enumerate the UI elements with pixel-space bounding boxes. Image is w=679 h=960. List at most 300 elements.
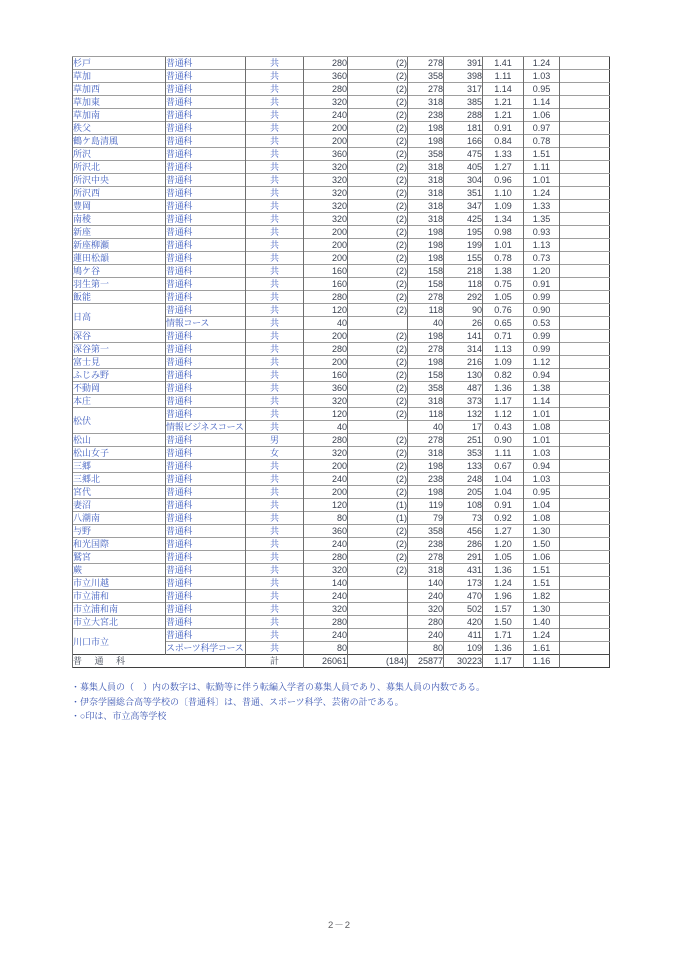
- course-cell: 普通科: [166, 291, 246, 304]
- capacity-cell: 320: [304, 564, 348, 577]
- course-cell: 普通科: [166, 538, 246, 551]
- school-cell: 南稜: [73, 213, 166, 226]
- prev-ratio-cell: 0.99: [524, 291, 560, 304]
- course-cell: 普通科: [166, 603, 246, 616]
- net-capacity-cell: 240: [408, 629, 444, 642]
- gender-cell: 女: [246, 447, 304, 460]
- total-net-capacity-cell: 25877: [408, 655, 444, 668]
- ratio-cell: 1.11: [483, 447, 524, 460]
- capacity-note-cell: (2): [348, 447, 408, 460]
- table-row: [73, 122, 610, 135]
- table-row: [73, 226, 610, 239]
- prev-ratio-cell: 1.08: [524, 421, 560, 434]
- gender-cell: 共: [246, 603, 304, 616]
- school-cell: 宮代: [73, 486, 166, 499]
- capacity-note-cell: (2): [348, 239, 408, 252]
- net-capacity-cell: 278: [408, 291, 444, 304]
- ratio-cell: 1.57: [483, 603, 524, 616]
- gender-cell: 共: [246, 408, 304, 421]
- capacity-note-cell: [348, 616, 408, 629]
- table-row: [73, 187, 610, 200]
- table-row: [73, 343, 610, 356]
- capacity-note-cell: (2): [348, 304, 408, 317]
- prev-ratio-cell: 1.33: [524, 200, 560, 213]
- course-cell: 普通科: [166, 564, 246, 577]
- net-capacity-cell: 40: [408, 317, 444, 330]
- ratio-cell: 0.90: [483, 434, 524, 447]
- capacity-note-cell: (2): [348, 200, 408, 213]
- capacity-cell: 120: [304, 408, 348, 421]
- capacity-note-cell: (2): [348, 395, 408, 408]
- course-cell: 普通科: [166, 486, 246, 499]
- ratio-cell: 0.84: [483, 135, 524, 148]
- capacity-note-cell: (2): [348, 473, 408, 486]
- footnotes: [71, 680, 485, 724]
- capacity-note-cell: (2): [348, 174, 408, 187]
- gender-cell: 男: [246, 434, 304, 447]
- applicants-cell: 456: [444, 525, 483, 538]
- gender-cell: 共: [246, 551, 304, 564]
- table-row: [73, 265, 610, 278]
- table-row: [73, 239, 610, 252]
- capacity-note-cell: (2): [348, 278, 408, 291]
- net-capacity-cell: 278: [408, 434, 444, 447]
- prev-ratio-cell: 0.73: [524, 252, 560, 265]
- capacity-cell: 280: [304, 83, 348, 96]
- capacity-cell: 80: [304, 512, 348, 525]
- capacity-cell: 360: [304, 148, 348, 161]
- school-cell: 新座: [73, 226, 166, 239]
- course-cell: 普通科: [166, 135, 246, 148]
- school-cell: 所沢中央: [73, 174, 166, 187]
- gender-cell: 共: [246, 486, 304, 499]
- course-cell: 普通科: [166, 187, 246, 200]
- gender-cell: 共: [246, 382, 304, 395]
- course-cell: 普通科: [166, 96, 246, 109]
- blank-cell: [560, 616, 610, 629]
- school-cell: 鷲宮: [73, 551, 166, 564]
- capacity-note-cell: [348, 317, 408, 330]
- course-cell: 普通科: [166, 213, 246, 226]
- net-capacity-cell: 198: [408, 135, 444, 148]
- table-row: [73, 330, 610, 343]
- applicants-cell: 132: [444, 408, 483, 421]
- net-capacity-cell: 119: [408, 499, 444, 512]
- course-cell: 普通科: [166, 148, 246, 161]
- school-cell: 所沢西: [73, 187, 166, 200]
- prev-ratio-cell: 1.08: [524, 512, 560, 525]
- gender-cell: 共: [246, 421, 304, 434]
- applicants-cell: 292: [444, 291, 483, 304]
- ratio-cell: 0.92: [483, 512, 524, 525]
- blank-cell: [560, 590, 610, 603]
- capacity-cell: 200: [304, 460, 348, 473]
- applicants-cell: 251: [444, 434, 483, 447]
- blank-cell: [560, 421, 610, 434]
- applicants-cell: 130: [444, 369, 483, 382]
- prev-ratio-cell: 0.90: [524, 304, 560, 317]
- applicants-cell: 181: [444, 122, 483, 135]
- blank-cell: [560, 70, 610, 83]
- capacity-note-cell: (1): [348, 512, 408, 525]
- prev-ratio-cell: 0.99: [524, 343, 560, 356]
- table-row: [73, 200, 610, 213]
- capacity-cell: 80: [304, 642, 348, 655]
- gender-cell: 共: [246, 577, 304, 590]
- applicants-cell: 487: [444, 382, 483, 395]
- prev-ratio-cell: 1.24: [524, 187, 560, 200]
- course-cell: 普通科: [166, 577, 246, 590]
- prev-ratio-cell: 1.01: [524, 174, 560, 187]
- prev-ratio-cell: 0.91: [524, 278, 560, 291]
- applicants-cell: 109: [444, 642, 483, 655]
- table-row: [73, 57, 610, 70]
- course-cell: 普通科: [166, 109, 246, 122]
- total-label-cell: 普 通 科: [73, 655, 246, 668]
- table-row: [73, 213, 610, 226]
- course-cell: 普通科: [166, 57, 246, 70]
- blank-cell: [560, 486, 610, 499]
- net-capacity-cell: 158: [408, 278, 444, 291]
- blank-cell: [560, 382, 610, 395]
- school-cell: 鶴ケ島清風: [73, 135, 166, 148]
- school-cell: 新座柳瀬: [73, 239, 166, 252]
- applicants-cell: 141: [444, 330, 483, 343]
- prev-ratio-cell: 1.06: [524, 551, 560, 564]
- capacity-cell: 160: [304, 278, 348, 291]
- ratio-cell: 0.43: [483, 421, 524, 434]
- ratio-cell: 1.36: [483, 642, 524, 655]
- total-prev-ratio-cell: 1.16: [524, 655, 560, 668]
- capacity-cell: 200: [304, 239, 348, 252]
- net-capacity-cell: 318: [408, 174, 444, 187]
- table-row: [73, 512, 610, 525]
- course-cell: 普通科: [166, 369, 246, 382]
- capacity-cell: 200: [304, 486, 348, 499]
- blank-cell: [560, 642, 610, 655]
- blank-cell: [560, 434, 610, 447]
- capacity-cell: 160: [304, 369, 348, 382]
- applicants-cell: 475: [444, 148, 483, 161]
- ratio-cell: 1.24: [483, 577, 524, 590]
- table-row: [73, 148, 610, 161]
- applicants-cell: 420: [444, 616, 483, 629]
- capacity-cell: 320: [304, 96, 348, 109]
- net-capacity-cell: 318: [408, 447, 444, 460]
- school-cell: 豊岡: [73, 200, 166, 213]
- capacity-note-cell: (2): [348, 486, 408, 499]
- net-capacity-cell: 118: [408, 408, 444, 421]
- table-row: [73, 395, 610, 408]
- capacity-cell: 120: [304, 304, 348, 317]
- net-capacity-cell: 158: [408, 265, 444, 278]
- applicants-cell: 425: [444, 213, 483, 226]
- blank-cell: [560, 265, 610, 278]
- prev-ratio-cell: 0.78: [524, 135, 560, 148]
- gender-cell: 共: [246, 330, 304, 343]
- blank-cell: [560, 291, 610, 304]
- school-cell: 杉戸: [73, 57, 166, 70]
- prev-ratio-cell: 1.61: [524, 642, 560, 655]
- ratio-cell: 0.82: [483, 369, 524, 382]
- applicants-cell: 411: [444, 629, 483, 642]
- school-cell: 草加東: [73, 96, 166, 109]
- applicants-cell: 405: [444, 161, 483, 174]
- gender-cell: 共: [246, 369, 304, 382]
- school-cell: 八潮南: [73, 512, 166, 525]
- capacity-cell: 360: [304, 70, 348, 83]
- net-capacity-cell: 198: [408, 122, 444, 135]
- gender-cell: 共: [246, 161, 304, 174]
- applicants-cell: 133: [444, 460, 483, 473]
- applicants-cell: 385: [444, 96, 483, 109]
- prev-ratio-cell: 1.13: [524, 239, 560, 252]
- ratio-cell: 1.10: [483, 187, 524, 200]
- blank-cell: [560, 239, 610, 252]
- table-row: [73, 603, 610, 616]
- footnote-line: ・伊奈学園総合高等学校の〔普通科〕は、普通、スポーツ科学、芸術の計である。: [71, 696, 404, 707]
- prev-ratio-cell: 0.97: [524, 122, 560, 135]
- capacity-note-cell: (2): [348, 460, 408, 473]
- capacity-note-cell: [348, 603, 408, 616]
- capacity-note-cell: (2): [348, 161, 408, 174]
- net-capacity-cell: 278: [408, 343, 444, 356]
- net-capacity-cell: 238: [408, 109, 444, 122]
- capacity-cell: 200: [304, 135, 348, 148]
- capacity-note-cell: (2): [348, 148, 408, 161]
- capacity-cell: 200: [304, 122, 348, 135]
- blank-cell: [560, 135, 610, 148]
- capacity-cell: 200: [304, 330, 348, 343]
- blank-cell: [560, 213, 610, 226]
- capacity-note-cell: (2): [348, 135, 408, 148]
- school-cell: 草加: [73, 70, 166, 83]
- gender-cell: 共: [246, 122, 304, 135]
- applicants-cell: 304: [444, 174, 483, 187]
- blank-cell: [560, 161, 610, 174]
- blank-cell: [560, 304, 610, 317]
- gender-cell: 共: [246, 395, 304, 408]
- course-cell: 普通科: [166, 330, 246, 343]
- table-row: [73, 278, 610, 291]
- school-cell: 草加西: [73, 83, 166, 96]
- capacity-note-cell: (2): [348, 369, 408, 382]
- net-capacity-cell: 198: [408, 239, 444, 252]
- blank-cell: [560, 395, 610, 408]
- course-cell: 普通科: [166, 122, 246, 135]
- prev-ratio-cell: 1.30: [524, 603, 560, 616]
- capacity-note-cell: (2): [348, 291, 408, 304]
- capacity-cell: 240: [304, 538, 348, 551]
- course-cell: スポーツ科学コース: [166, 643, 244, 653]
- course-cell: 普通科: [166, 616, 246, 629]
- net-capacity-cell: 198: [408, 252, 444, 265]
- gender-cell: 共: [246, 590, 304, 603]
- course-cell: 普通科: [166, 343, 246, 356]
- gender-cell: 共: [246, 317, 304, 330]
- school-cell: 日高: [73, 304, 166, 330]
- capacity-cell: 320: [304, 174, 348, 187]
- capacity-cell: 280: [304, 434, 348, 447]
- course-cell: 普通科: [166, 70, 246, 83]
- prev-ratio-cell: 1.11: [524, 161, 560, 174]
- blank-cell: [560, 330, 610, 343]
- gender-cell: 共: [246, 109, 304, 122]
- school-cell: 飯能: [73, 291, 166, 304]
- applicants-cell: 166: [444, 135, 483, 148]
- capacity-cell: 160: [304, 265, 348, 278]
- ratio-cell: 0.91: [483, 122, 524, 135]
- school-cell: 深谷: [73, 330, 166, 343]
- table-row: [73, 577, 610, 590]
- prev-ratio-cell: 1.51: [524, 148, 560, 161]
- prev-ratio-cell: 1.01: [524, 408, 560, 421]
- school-cell: 深谷第一: [73, 343, 166, 356]
- course-cell: 普通科: [166, 395, 246, 408]
- gender-cell: 共: [246, 525, 304, 538]
- ratio-cell: 1.20: [483, 538, 524, 551]
- capacity-note-cell: [348, 629, 408, 642]
- capacity-note-cell: (2): [348, 265, 408, 278]
- school-cell: 松山女子: [73, 447, 166, 460]
- net-capacity-cell: 198: [408, 460, 444, 473]
- ratio-cell: 1.33: [483, 148, 524, 161]
- net-capacity-cell: 318: [408, 161, 444, 174]
- blank-cell: [560, 525, 610, 538]
- net-capacity-cell: 278: [408, 83, 444, 96]
- table-body: [73, 57, 610, 668]
- blank-cell: [560, 512, 610, 525]
- ratio-cell: 1.01: [483, 239, 524, 252]
- table-row: [73, 499, 610, 512]
- capacity-cell: 320: [304, 447, 348, 460]
- gender-cell: 共: [246, 135, 304, 148]
- gender-cell: 共: [246, 616, 304, 629]
- blank-cell: [560, 655, 610, 668]
- school-cell: 松伏: [73, 408, 166, 434]
- ratio-cell: 0.78: [483, 252, 524, 265]
- blank-cell: [560, 551, 610, 564]
- net-capacity-cell: 238: [408, 473, 444, 486]
- prev-ratio-cell: 0.99: [524, 330, 560, 343]
- table-row: [73, 161, 610, 174]
- capacity-note-cell: (2): [348, 252, 408, 265]
- school-cell: 市立浦和南: [73, 603, 166, 616]
- applicants-cell: 353: [444, 447, 483, 460]
- net-capacity-cell: 278: [408, 57, 444, 70]
- gender-cell: 共: [246, 174, 304, 187]
- capacity-note-cell: [348, 590, 408, 603]
- gender-cell: 共: [246, 200, 304, 213]
- table-row: [73, 382, 610, 395]
- total-gender-cell: 計: [246, 655, 304, 668]
- applicants-cell: 155: [444, 252, 483, 265]
- school-cell: 羽生第一: [73, 278, 166, 291]
- gender-cell: 共: [246, 265, 304, 278]
- applicants-cell: 108: [444, 499, 483, 512]
- blank-cell: [560, 57, 610, 70]
- capacity-note-cell: (2): [348, 226, 408, 239]
- total-ratio-cell: 1.17: [483, 655, 524, 668]
- prev-ratio-cell: 1.14: [524, 395, 560, 408]
- course-cell: 普通科: [166, 304, 246, 317]
- ratio-cell: 1.27: [483, 525, 524, 538]
- table-row: [73, 616, 610, 629]
- ratio-cell: 0.96: [483, 174, 524, 187]
- capacity-note-cell: (2): [348, 525, 408, 538]
- course-cell: 普通科: [166, 434, 246, 447]
- capacity-cell: 320: [304, 603, 348, 616]
- capacity-note-cell: (2): [348, 330, 408, 343]
- net-capacity-cell: 358: [408, 148, 444, 161]
- table-row: [73, 304, 610, 317]
- ratio-cell: 1.21: [483, 96, 524, 109]
- prev-ratio-cell: 0.95: [524, 83, 560, 96]
- capacity-note-cell: (2): [348, 356, 408, 369]
- ratio-cell: 1.34: [483, 213, 524, 226]
- blank-cell: [560, 408, 610, 421]
- gender-cell: 共: [246, 278, 304, 291]
- applicants-cell: 373: [444, 395, 483, 408]
- applicants-cell: 248: [444, 473, 483, 486]
- capacity-cell: 120: [304, 499, 348, 512]
- applicants-cell: 351: [444, 187, 483, 200]
- ratio-cell: 1.96: [483, 590, 524, 603]
- capacity-cell: 320: [304, 213, 348, 226]
- gender-cell: 共: [246, 226, 304, 239]
- school-cell: 松山: [73, 434, 166, 447]
- table-row: [73, 252, 610, 265]
- course-cell: 普通科: [166, 629, 246, 642]
- capacity-cell: 280: [304, 57, 348, 70]
- table-row: [73, 447, 610, 460]
- applicants-cell: 26: [444, 317, 483, 330]
- gender-cell: 共: [246, 213, 304, 226]
- gender-cell: 共: [246, 239, 304, 252]
- school-cell: 蓮田松韻: [73, 252, 166, 265]
- net-capacity-cell: 318: [408, 200, 444, 213]
- applicants-cell: 17: [444, 421, 483, 434]
- course-cell: 普通科: [166, 525, 246, 538]
- course-cell: 普通科: [166, 460, 246, 473]
- course-cell: 普通科: [166, 161, 246, 174]
- total-applicants-cell: 30223: [444, 655, 483, 668]
- prev-ratio-cell: 0.95: [524, 486, 560, 499]
- table-row: [73, 486, 610, 499]
- gender-cell: 共: [246, 460, 304, 473]
- blank-cell: [560, 577, 610, 590]
- blank-cell: [560, 356, 610, 369]
- ratio-cell: 0.71: [483, 330, 524, 343]
- gender-cell: 共: [246, 83, 304, 96]
- capacity-note-cell: (2): [348, 551, 408, 564]
- capacity-cell: 280: [304, 551, 348, 564]
- gender-cell: 共: [246, 343, 304, 356]
- school-cell: 富士見: [73, 356, 166, 369]
- school-cell: 市立浦和: [73, 590, 166, 603]
- blank-cell: [560, 96, 610, 109]
- applicants-cell: 90: [444, 304, 483, 317]
- ratio-cell: 1.21: [483, 109, 524, 122]
- capacity-cell: 40: [304, 317, 348, 330]
- prev-ratio-cell: 1.03: [524, 447, 560, 460]
- net-capacity-cell: 280: [408, 616, 444, 629]
- capacity-note-cell: [348, 577, 408, 590]
- applicants-cell: 347: [444, 200, 483, 213]
- net-capacity-cell: 318: [408, 564, 444, 577]
- table-row: [73, 291, 610, 304]
- gender-cell: 共: [246, 629, 304, 642]
